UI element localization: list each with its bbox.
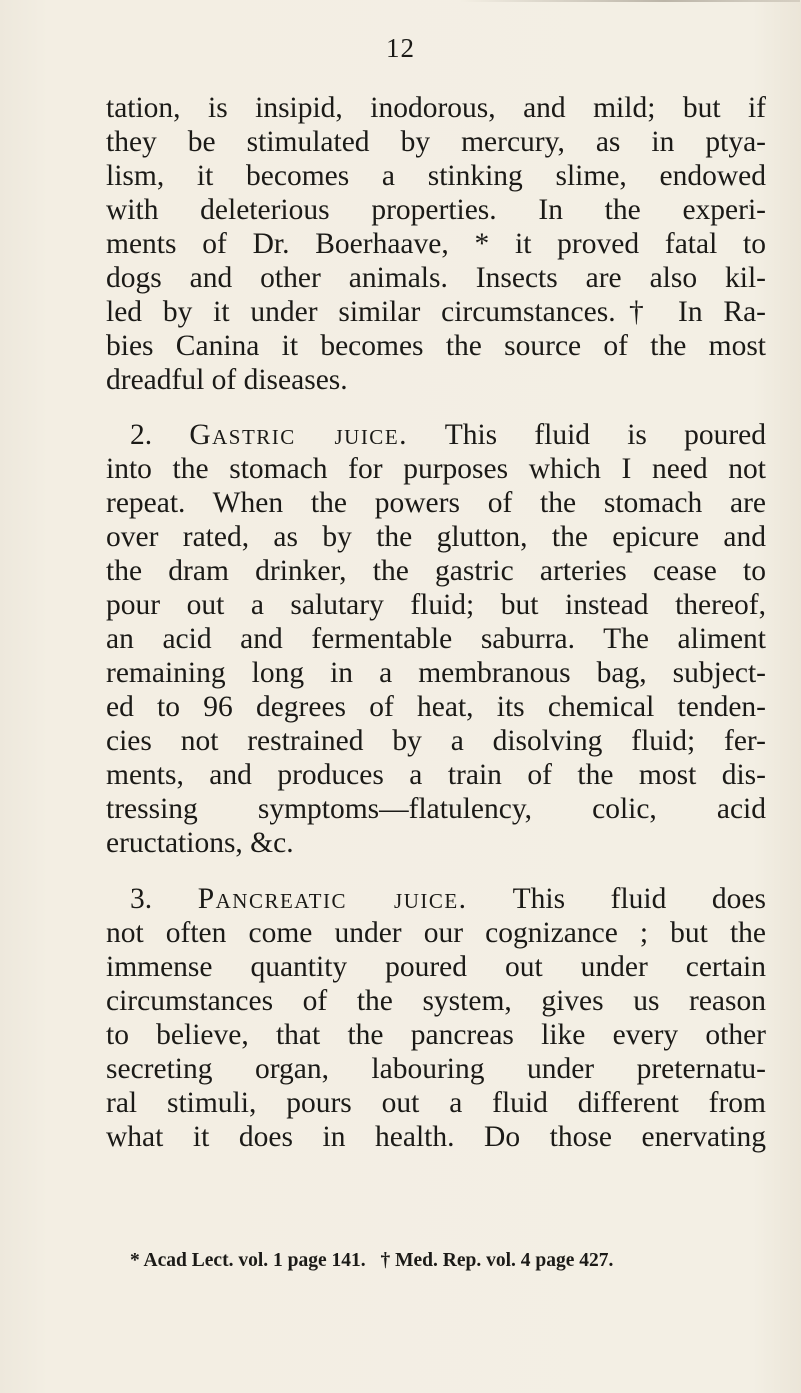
page-number: 12 [386, 33, 415, 63]
text-line: dogs and other animals. Insects are also kil- [106, 262, 766, 294]
text-line: over rated, as by the glutton, the epicure and [106, 521, 766, 553]
text-line: not often come under our cognizance ; but the [106, 917, 766, 949]
text-line: an acid and fermentable saburra. The aliment [106, 623, 766, 655]
text-line: the dram drinker, the gastric arteries cease to [106, 555, 766, 587]
text-line: tation, is insipid, inodorous, and mild; but if [106, 92, 766, 124]
text-line: cies not restrained by a disolving fluid; fer- [106, 725, 766, 757]
text-line: pour out a salutary fluid; but instead thereof, [106, 589, 766, 621]
heading-line-rest: This fluid does [512, 883, 766, 915]
text-line: repeat. When the powers of the stomach are [106, 487, 766, 519]
text-line: ed to 96 degrees of heat, its chemical tenden- [106, 691, 766, 723]
section-heading-line [130, 885, 766, 915]
text-line: secreting organ, labouring under preternatu- [106, 1053, 766, 1085]
text-line: eructations, &c. [106, 827, 294, 859]
footnotes [130, 1250, 770, 1272]
footnote: * Acad Lect. vol. 1 page 141. [130, 1250, 366, 1271]
section-heading: Pancreatic juice. [197, 883, 468, 915]
text-line: immense quantity poured out under certain [106, 951, 766, 983]
section-heading-line [130, 421, 766, 451]
text-line: into the stomach for purposes which I need not [106, 453, 766, 485]
text-line: with deleterious properties. In the experi- [106, 194, 766, 226]
text-line: bies Canina it becomes the source of the most [106, 330, 766, 362]
section-heading: Gastric juice. [189, 419, 409, 451]
section-number: 2. [130, 419, 153, 451]
section-number: 3. [130, 883, 153, 915]
text-line: circumstances of the system, gives us reason [106, 985, 766, 1017]
text-line: led by it under similar circumstances.† In Ra- [106, 296, 766, 328]
text-line: ral stimuli, pours out a fluid different from [106, 1087, 766, 1119]
text-line: what it does in health. Do those enervating [106, 1121, 766, 1153]
text-line: to believe, that the pancreas like every other [106, 1019, 766, 1051]
text-line: lism, it becomes a stinking slime, endowed [106, 160, 766, 192]
text-line: they be stimulated by mercury, as in ptya- [106, 126, 766, 158]
footnote: † Med. Rep. vol. 4 page 427. [380, 1250, 614, 1271]
text-line: ments, and produces a train of the most dis- [106, 759, 766, 791]
heading-line-rest: This fluid is poured [444, 419, 766, 451]
text-line: remaining long in a membranous bag, subject- [106, 657, 766, 689]
text-line: dreadful of diseases. [106, 364, 348, 396]
page-edge-rule [460, 0, 800, 2]
text-line: tressing symptoms—flatulency, colic, acid [106, 793, 766, 825]
text-line: ments of Dr. Boerhaave, * it proved fatal to [106, 228, 766, 260]
